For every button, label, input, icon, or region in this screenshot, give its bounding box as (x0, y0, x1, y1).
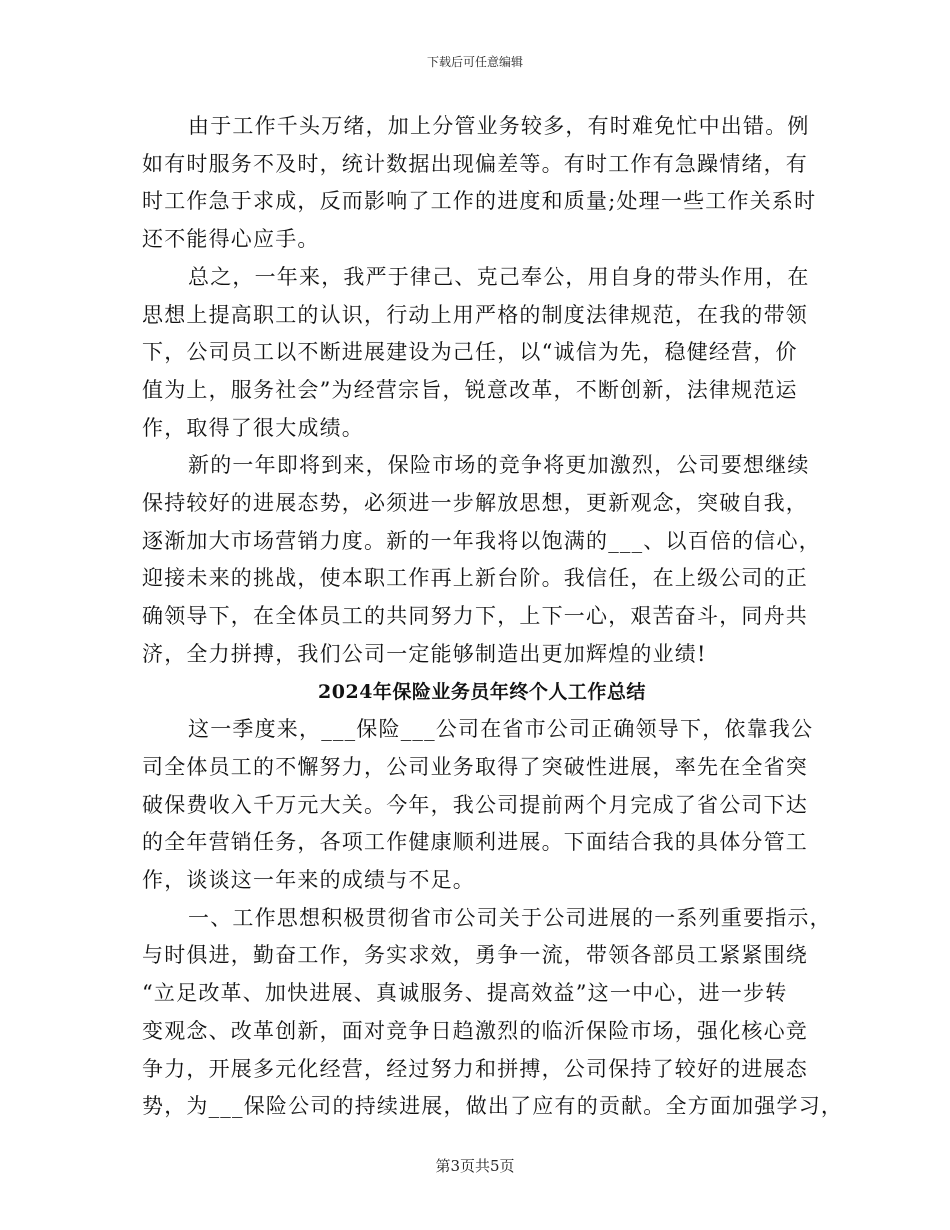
paragraph-work-thinking (142, 900, 844, 1126)
text-line: 时工作急于求成，反而影响了工作的进度和质量;处理一些工作关系时 (142, 189, 817, 214)
text-line: 由于工作千头万绪，加上分管业务较多，有时难免忙中出错。例 (188, 114, 810, 138)
text-line: 争力，开展多元化经营，经过努力和拼搏，公司保持了较好的进展态 (142, 1056, 808, 1081)
text-line: 作，谈谈这一年来的成绩与不足。 (142, 868, 475, 893)
text-line: 作，取得了很大成绩。 (142, 415, 364, 440)
text-line: 总之，一年来，我严于律己、克己奉公，用自身的带头作用，在 (188, 264, 810, 289)
text-line: 司全体员工的不懈努力，公司业务取得了突破性进展，率先在全省突 (142, 754, 808, 779)
text-line: 的全年营销任务，各项工作健康顺利进展。下面结合我的具体分管工 (142, 830, 808, 855)
section-title: 2024年保险业务员年终个人工作总结 (318, 680, 646, 703)
paragraph-outlook (142, 447, 822, 673)
text-line: 思想上提高职工的认识，行动上用严格的制度法律规范，在我的带领 (142, 302, 808, 327)
text-line: 新的一年即将到来，保险市场的竞争将更加激烈，公司要想继续 (188, 453, 810, 478)
text-line: 势，为___保险公司的持续进展，做出了应有的贡献。全方面加强学习， (142, 1094, 844, 1119)
paragraph-summary (142, 259, 822, 448)
paragraph-introduction (142, 711, 822, 900)
text-line: 与时俱进，勤奋工作，务实求效，勇争一流，带领各部员工紧紧围绕 (142, 943, 808, 968)
text-line: 保持较好的进展态势，必须进一步解放思想，更新观念，突破自我， (142, 491, 808, 516)
document-body (142, 108, 844, 1126)
text-line: 变观念、改革创新，面对竞争日趋激烈的临沂保险市场，强化核心竞 (142, 1018, 808, 1043)
text-line: 如有时服务不及时，统计数据出现偏差等。有时工作有急躁情绪，有 (142, 151, 808, 176)
paragraph-shortcomings (142, 108, 822, 259)
text-line: 一、工作思想积极贯彻省市公司关于公司进展的一系列重要指示， (188, 905, 832, 930)
text-line: 迎接未来的挑战，使本职工作再上新台阶。我信任，在上级公司的正 (142, 566, 808, 591)
text-line: 济，全力拼搏，我们公司一定能够制造出更加辉煌的业绩! (142, 641, 707, 666)
text-line: 这一季度来，___保险___公司在省市公司正确领导下，依靠我公 (188, 717, 814, 742)
page-header: 下载后可任意编辑 (426, 55, 523, 69)
text-line: 下，公司员工以不断进展建设为己任，以“诚信为先，稳健经营，价 (142, 340, 798, 365)
text-line: 逐渐加大市场营销力度。新的一年我将以饱满的___、以百倍的信心， (142, 528, 821, 553)
text-line: 破保费收入千万元大关。今年，我公司提前两个月完成了省公司下达 (142, 792, 808, 817)
text-line: 确领导下，在全体员工的共同努力下，上下一心，艰苦奋斗，同舟共 (142, 604, 808, 629)
text-line: 值为上，服务社会”为经营宗旨，锐意改革，不断创新，法律规范运 (142, 377, 798, 402)
page-number: 第3页共5页 (435, 1157, 515, 1175)
text-line: “立足改革、加快进展、真诚服务、提高效益”这一中心，进一步转 (142, 981, 788, 1006)
text-line: 还不能得心应手。 (142, 227, 320, 252)
